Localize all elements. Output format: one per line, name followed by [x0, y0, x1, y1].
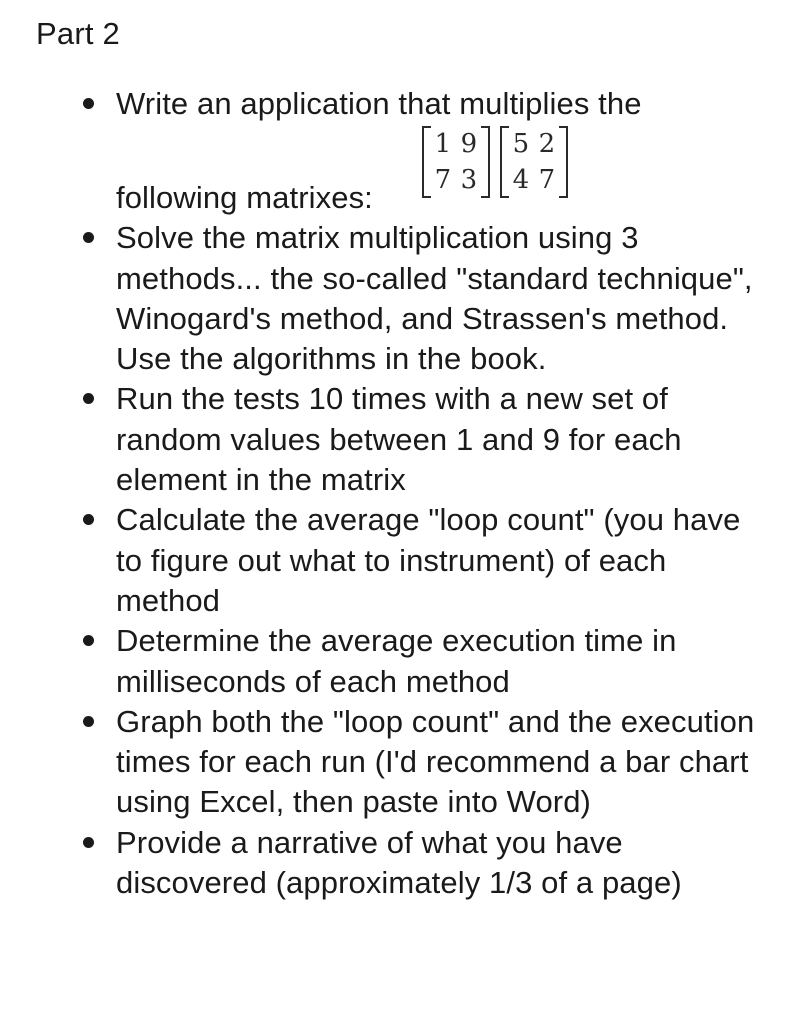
bullet-icon: [83, 98, 94, 109]
list-item-text: Solve the matrix multiplication using 3 methods... the so-called "standard technique", Winogard's method, and Strassen's method. Use the algorithms in the book.: [116, 220, 753, 377]
bullet-icon: [83, 837, 94, 848]
list-item-execution-time: [0, 621, 811, 702]
list-item-graph: [0, 702, 811, 823]
left-bracket-icon: [422, 126, 431, 198]
list-item-narrative: [0, 823, 811, 904]
bullet-icon: [83, 514, 94, 525]
matrix-cell: 5: [512, 129, 530, 160]
matrix-cell: 7: [434, 165, 452, 196]
matrix-cell: 9: [460, 129, 478, 160]
right-bracket-icon: [559, 126, 568, 198]
matrix-cell: 1: [434, 129, 452, 160]
list-item-text: Graph both the "loop count" and the execution times for each run (I'd recommend a bar chart using Excel, then paste into Word): [116, 703, 755, 820]
matrix-line: [116, 124, 771, 218]
matrix-b: [500, 126, 568, 198]
list-item-text: Run the tests 10 times with a new set of random values between 1 and 9 for each element in the matrix: [116, 381, 682, 498]
list-item-text: Write an application that multiplies the: [116, 86, 642, 121]
list-item-run-tests: [0, 379, 811, 500]
matrix-cell: 4: [512, 165, 530, 196]
matrix-a: [422, 126, 490, 198]
requirements-list: [0, 84, 811, 903]
bullet-icon: [83, 716, 94, 727]
list-item-solve-methods: [0, 218, 811, 379]
bullet-icon: [83, 393, 94, 404]
matrix-cell: 2: [538, 129, 556, 160]
list-item-write-application: [0, 84, 811, 218]
matrix-cell: 3: [460, 165, 478, 196]
list-item-text: Determine the average execution time in milliseconds of each method: [116, 623, 677, 699]
matrix-pair: [422, 126, 578, 198]
matrix-cell: 7: [538, 165, 556, 196]
left-bracket-icon: [500, 126, 509, 198]
right-bracket-icon: [481, 126, 490, 198]
list-item-text: Provide a narrative of what you have discovered (approximately 1/3 of a page): [116, 824, 682, 901]
section-heading: Part 2: [36, 16, 120, 51]
bullet-icon: [83, 232, 94, 243]
bullet-icon: [83, 635, 94, 646]
list-item-text: following matrixes:: [116, 180, 373, 216]
list-item-loop-count: [0, 500, 811, 621]
list-item-text: Calculate the average "loop count" (you have to figure out what to instrument) of each method: [116, 502, 741, 618]
